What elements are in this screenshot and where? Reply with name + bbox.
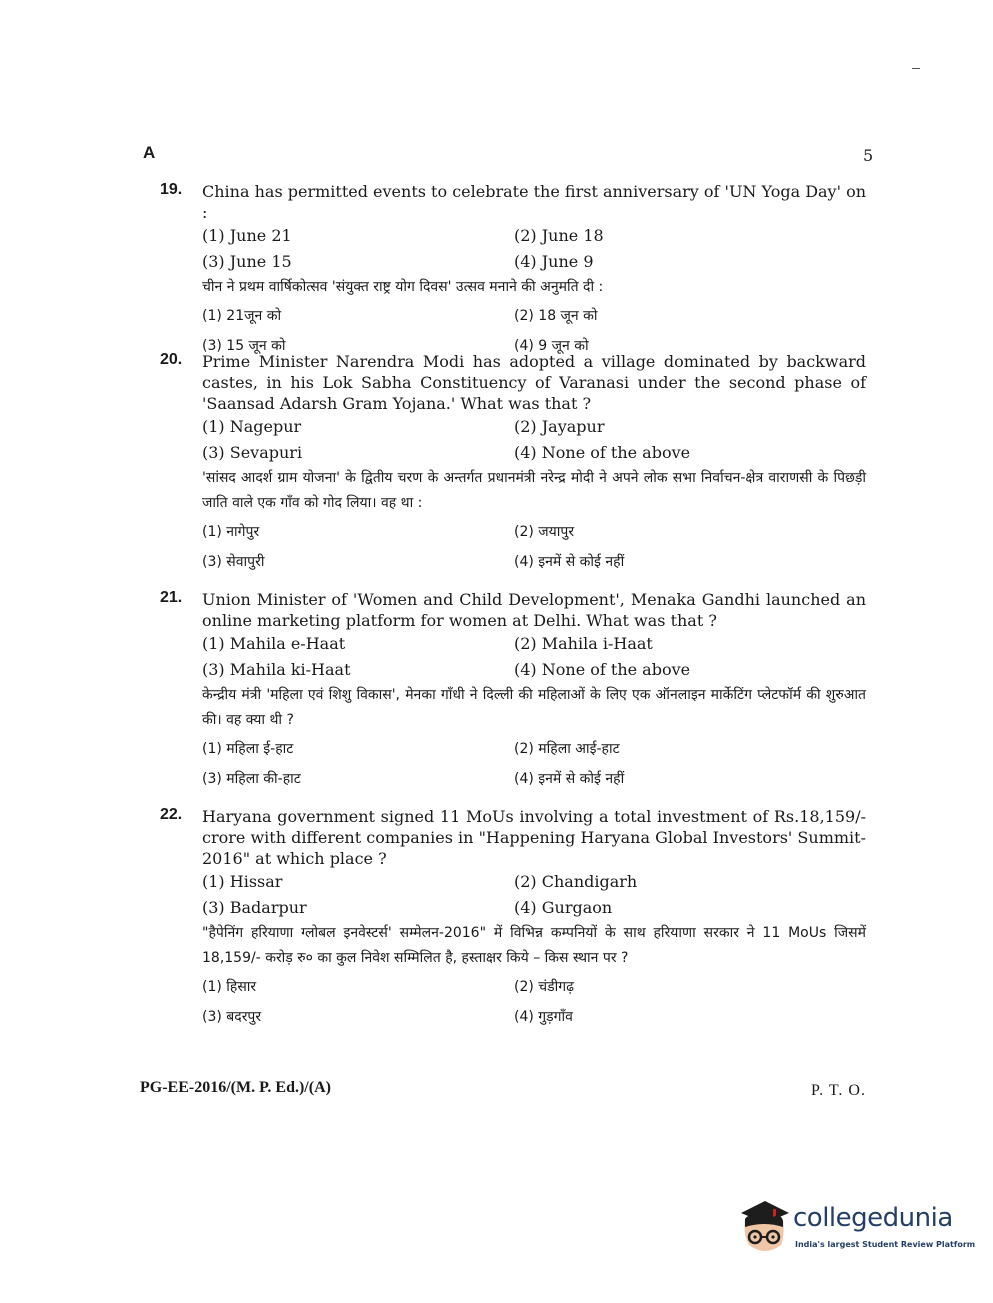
options-hi: [202, 521, 866, 573]
option: (2) महिला आई-हाट: [514, 741, 620, 757]
question-text-en: China has permitted events to celebrate the first anniversary of 'UN Yoga Day' on :: [202, 182, 867, 222]
option: (3) Sevapuri: [202, 443, 303, 462]
option: (1) महिला ई-हाट: [202, 741, 294, 757]
question-text-en: Prime Minister Narendra Modi has adopted a village dominated by backward castes, in his Lok Sabha Constituency of Varanasi under the second phase of 'Saansad Adarsh Gram Yojana.' What was that ?: [202, 352, 866, 413]
question-number: 20.: [160, 351, 183, 368]
option: (4) गुड़गाँव: [514, 1009, 573, 1025]
question-number: 21.: [160, 589, 183, 606]
options-en: [202, 871, 866, 919]
option: (3) Mahila ki-Haat: [202, 660, 351, 679]
option: (3) June 15: [202, 252, 292, 271]
options-hi: [202, 738, 866, 790]
option: (1) Mahila e-Haat: [202, 634, 346, 653]
option: (4) None of the above: [514, 443, 691, 462]
option: (1) नागेपुर: [202, 524, 260, 540]
option: (3) 15 जून को: [202, 338, 286, 354]
collegedunia-logo: [735, 1195, 976, 1265]
option: (4) 9 जून को: [514, 338, 589, 354]
mascot-icon: [735, 1195, 791, 1259]
option: (3) बदरपुर: [202, 1009, 262, 1025]
option: (1) June 21: [202, 226, 292, 245]
paper-code: PG-EE-2016/(M. P. Ed.)/(A): [140, 1079, 331, 1096]
option: (4) इनमें से कोई नहीं: [514, 771, 625, 787]
option: (4) June 9: [514, 252, 594, 271]
options-en: [202, 225, 866, 273]
question-21: [160, 589, 866, 790]
option: (1) 21जून को: [202, 308, 282, 324]
option: (1) हिसार: [202, 979, 257, 995]
question-text-en: Union Minister of 'Women and Child Development', Menaka Gandhi launched an online marketing platform for women at Delhi. What was that ?: [202, 590, 866, 630]
logo-tagline: India's largest Student Review Platform: [795, 1240, 976, 1249]
question-19: [160, 181, 866, 357]
option: (2) Mahila i-Haat: [514, 634, 653, 653]
question-text-hi: 'सांसद आदर्श ग्राम योजना' के द्वितीय चरण के अन्तर्गत प्रधानमंत्री नरेन्द्र मोदी ने अपने लोक सभा निर्वाचन-क्षेत्र वाराणसी के पिछड़ी जाति वाले एक गाँव को गोद लिया। वह था :: [202, 470, 866, 511]
question-text-en: Haryana government signed 11 MoUs involving a total investment of Rs.18,159/- crore with different companies in "Happening Haryana Global Investors' Summit-2016" at which place ?: [202, 807, 866, 868]
option: (4) इनमें से कोई नहीं: [514, 554, 625, 570]
pto-label: P. T. O.: [811, 1082, 866, 1099]
page-number: 5: [863, 146, 874, 165]
option: (2) 18 जून को: [514, 308, 598, 324]
option: (1) Hissar: [202, 872, 283, 891]
option: (3) महिला की-हाट: [202, 771, 301, 787]
question-number: 19.: [160, 181, 183, 198]
options-en: [202, 633, 866, 681]
question-22: [160, 806, 866, 1028]
option: (4) None of the above: [514, 660, 691, 679]
set-label: A: [143, 143, 156, 162]
options-hi: [202, 305, 866, 357]
option: (2) Jayapur: [514, 417, 605, 436]
option: (3) Badarpur: [202, 898, 307, 917]
question-text-hi: केन्द्रीय मंत्री 'महिला एवं शिशु विकास', मेनका गाँधी ने दिल्ली की महिलाओं के लिए एक ऑनलाइन मार्केटिंग प्लेटफॉर्म की शुरुआत की। वह क्या थी ?: [202, 687, 866, 728]
question-text-hi: "हैपेनिंग हरियाणा ग्लोबल इनवेस्टर्स' सम्मेलन-2016" में विभिन्न कम्पनियों के साथ हरियाणा सरकार ने 11 MoUs जिसमें 18,159/- करोड़ रु० का कुल निवेश सम्मिलित है, हस्ताक्षर किये – किस स्थान पर ?: [202, 925, 866, 966]
question-text-hi: चीन ने प्रथम वार्षिकोत्सव 'संयुक्त राष्ट्र योग दिवस' उत्सव मनाने की अनुमति दी :: [202, 279, 604, 295]
options-en: [202, 416, 866, 464]
option: (4) Gurgaon: [514, 898, 613, 917]
question-number: 22.: [160, 806, 183, 823]
option: (2) चंडीगढ़: [514, 979, 575, 995]
option: (2) Chandigarh: [514, 872, 638, 891]
option: (2) June 18: [514, 226, 604, 245]
option: (1) Nagepur: [202, 417, 302, 436]
corner-mark: [912, 68, 920, 69]
question-20: [160, 351, 866, 573]
options-hi: [202, 976, 866, 1028]
logo-wordmark: collegedunia: [793, 1203, 953, 1233]
option: (3) सेवापुरी: [202, 554, 265, 570]
option: (2) जयापुर: [514, 524, 575, 540]
